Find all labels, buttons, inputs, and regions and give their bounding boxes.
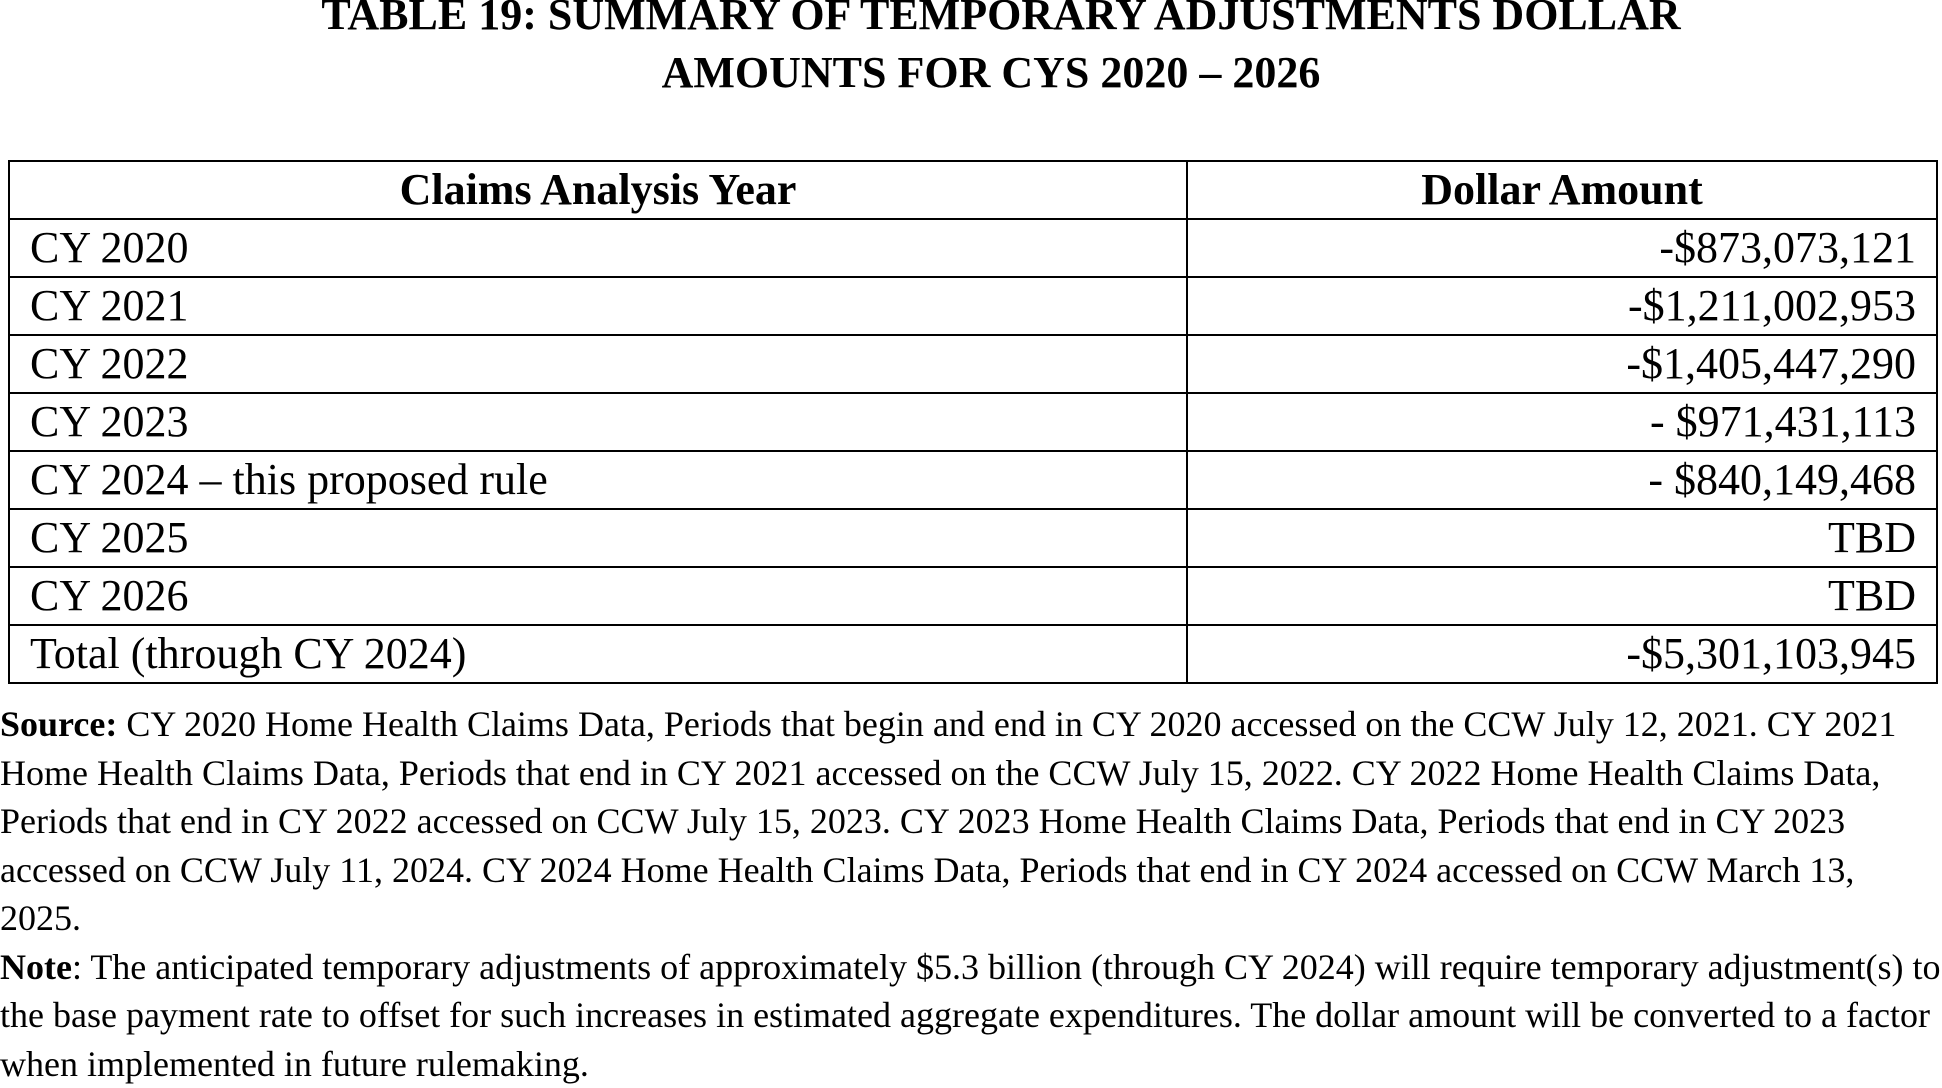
table-row xyxy=(9,277,1937,335)
year-cell: CY 2024 – this proposed rule xyxy=(9,451,1187,509)
year-cell: CY 2026 xyxy=(9,567,1187,625)
table-title-line-2: AMOUNTS FOR CYS 2020 – 2026 xyxy=(0,44,1942,102)
table-row xyxy=(9,509,1937,567)
table-title-line-1: TABLE 19: SUMMARY OF TEMPORARY ADJUSTMENTS DOLLAR xyxy=(0,0,1942,44)
table-footnotes xyxy=(0,700,1942,1088)
table-row xyxy=(9,567,1937,625)
table-row xyxy=(9,393,1937,451)
note-text: : The anticipated temporary adjustments of approximately $5.3 billion (through CY 2024) will require temporary adjustment(s) to the base payment rate to offset for such increases in estimated aggregate expenditures. The dollar amount will be converted to a factor when implemented in future rulemaking. xyxy=(0,947,1941,1084)
year-cell: CY 2025 xyxy=(9,509,1187,567)
amount-cell: -$1,405,447,290 xyxy=(1187,335,1937,393)
amount-cell: TBD xyxy=(1187,567,1937,625)
table-row-total xyxy=(9,625,1937,683)
note-label: Note xyxy=(0,947,72,987)
source-note xyxy=(0,700,1942,943)
year-cell: CY 2020 xyxy=(9,219,1187,277)
amount-cell: - $971,431,113 xyxy=(1187,393,1937,451)
amount-cell: TBD xyxy=(1187,509,1937,567)
year-cell: CY 2023 xyxy=(9,393,1187,451)
year-cell: CY 2021 xyxy=(9,277,1187,335)
amount-cell: -$1,211,002,953 xyxy=(1187,277,1937,335)
source-label: Source: xyxy=(0,704,117,744)
amount-cell: -$5,301,103,945 xyxy=(1187,625,1937,683)
amount-cell: -$873,073,121 xyxy=(1187,219,1937,277)
source-text: CY 2020 Home Health Claims Data, Periods that begin and end in CY 2020 accessed on the CCW July 12, 2021. CY 2021 Home Health Claims Data, Periods that end in CY 2021 accessed on the CCW July 15, 2022. CY 2022 Home Health Claims Data, Periods that end in CY 2022 accessed on CCW July 15, 2023. CY 2023 Home Health Claims Data, Periods that end in CY 2023 accessed on CCW July 11, 2024. CY 2024 Home Health Claims Data, Periods that end in CY 2024 accessed on CCW March 13, 2025. xyxy=(0,704,1896,938)
table-header-row xyxy=(9,161,1937,219)
note xyxy=(0,943,1942,1088)
adjustments-table xyxy=(8,160,1938,684)
year-cell: CY 2022 xyxy=(9,335,1187,393)
year-cell: Total (through CY 2024) xyxy=(9,625,1187,683)
table-row xyxy=(9,219,1937,277)
column-header-year: Claims Analysis Year xyxy=(9,161,1187,219)
column-header-amount: Dollar Amount xyxy=(1187,161,1937,219)
amount-cell: - $840,149,468 xyxy=(1187,451,1937,509)
table-title xyxy=(0,0,1942,102)
table-row xyxy=(9,451,1937,509)
table-row xyxy=(9,335,1937,393)
